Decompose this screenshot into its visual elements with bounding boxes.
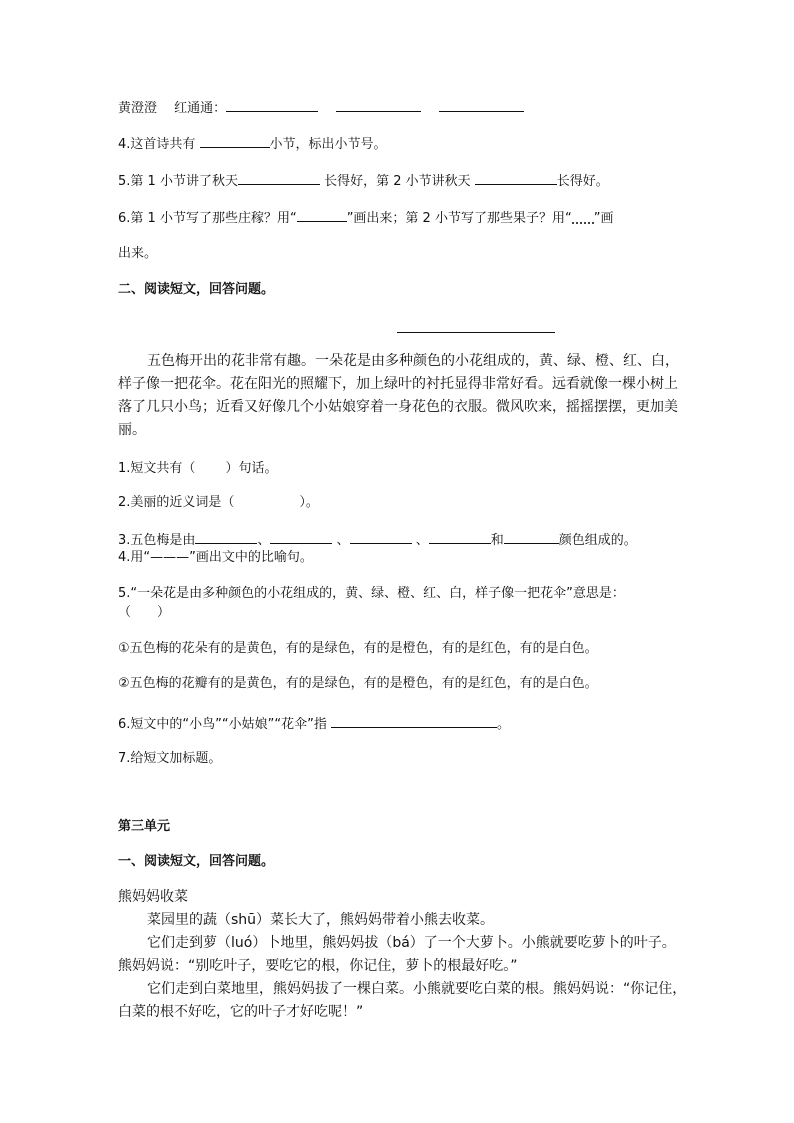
story-line: 菜园里的蔬（shū）菜长大了，熊妈妈带着小熊去收菜。 bbox=[147, 912, 495, 928]
blank[interactable] bbox=[331, 714, 497, 728]
section2-heading: 二、阅读短文，回答问题。 bbox=[118, 282, 275, 297]
s2-q6-end: 。 bbox=[496, 717, 510, 732]
blank[interactable] bbox=[226, 98, 318, 112]
and: 和 bbox=[490, 533, 504, 548]
story-line: 熊妈妈说：“别吃叶子，要吃它的根，你记住，萝卜的根最好吃。” bbox=[118, 958, 518, 974]
s2-q5: 5.“一朵花是由多种颜色的小花组成的，黄、绿、橙、红、白，样子像一把花伞”意思是： bbox=[118, 586, 625, 601]
q4-line bbox=[118, 134, 387, 154]
story-line: 白菜的根不好吃，它的叶子才好吃呢！” bbox=[118, 1004, 364, 1020]
unit-title: 第三单元 bbox=[118, 819, 171, 834]
blank[interactable] bbox=[350, 530, 412, 544]
s2-q7: 7.给短文加标题。 bbox=[118, 751, 222, 766]
s2-q5-paren: （ ） bbox=[118, 605, 171, 620]
underline-mark bbox=[297, 208, 347, 222]
q5-line bbox=[118, 171, 609, 191]
blank[interactable] bbox=[429, 530, 491, 544]
sep: 、 bbox=[411, 533, 429, 548]
q6-text: 6.第 1 小节写了那些庄稼？用“ bbox=[118, 211, 297, 226]
passage-line: 五色梅开出的花非常有趣。一朵花是由多种颜色的小花组成的，黄、绿、橙、红、白， bbox=[147, 353, 679, 369]
passage-line: 落了几只小鸟；近看又好像几个小姑娘穿着一身花色的衣服。微风吹来，摇摇摆摆，更加美 bbox=[118, 399, 678, 415]
blank[interactable] bbox=[238, 171, 320, 185]
s2-q3 bbox=[118, 530, 637, 550]
blank[interactable] bbox=[439, 98, 524, 112]
q6-line bbox=[118, 208, 613, 228]
story-title: 熊妈妈收菜 bbox=[118, 889, 188, 905]
blank[interactable] bbox=[504, 530, 559, 544]
q4-text: 4.这首诗共有 bbox=[118, 137, 200, 152]
blank[interactable] bbox=[270, 530, 332, 544]
s2-q4: 4.用“———”画出文中的比喻句。 bbox=[118, 550, 313, 565]
q6-text-mid: ”画出来；第 2 小节写了那些果子？用“ bbox=[346, 211, 572, 226]
title-blank[interactable] bbox=[397, 332, 555, 333]
sep: 、 bbox=[332, 533, 350, 548]
s2-q1: 1.短文共有（ ）句话。 bbox=[118, 461, 278, 476]
q3-line bbox=[118, 98, 524, 118]
unit3-heading: 一、阅读短文，回答问题。 bbox=[118, 854, 275, 869]
story-line: 它们走到萝（luó）卜地里，熊妈妈拔（bá）了一个大萝卜。小熊就要吃萝卜的叶子。 bbox=[147, 935, 676, 951]
q5-text: 5.第 1 小节讲了秋天 bbox=[118, 174, 238, 189]
q5-text-mid: 长得好，第 2 小节讲秋天 bbox=[319, 174, 475, 189]
blank[interactable] bbox=[475, 171, 557, 185]
passage-line: 样子像一把花伞。花在阳光的照耀下，加上绿叶的衬托显得非常好看。远看就像一棵小树上 bbox=[118, 376, 678, 392]
q6-text-end: ”画 bbox=[593, 211, 614, 226]
story-line: 它们走到白菜地里，熊妈妈拔了一棵白菜。小熊就要吃白菜的根。熊妈妈说：“你记住， bbox=[147, 981, 687, 997]
q5-text-end: 长得好。 bbox=[556, 174, 609, 189]
option-1: ①五色梅的花朵有的是黄色，有的是绿色，有的是橙色，有的是红色，有的是白色。 bbox=[118, 641, 598, 656]
option-2: ②五色梅的花瓣有的是黄色，有的是绿色，有的是橙色，有的是红色，有的是白色。 bbox=[118, 676, 598, 691]
passage bbox=[118, 350, 679, 442]
story bbox=[118, 886, 686, 1024]
blank[interactable] bbox=[195, 530, 257, 544]
blank[interactable] bbox=[200, 134, 270, 148]
blank[interactable] bbox=[336, 98, 421, 112]
passage-line: 丽。 bbox=[118, 422, 146, 438]
s2-q6 bbox=[118, 714, 510, 734]
sep: 、 bbox=[257, 533, 271, 548]
s2-q2: 2.美丽的近义词是（ ）。 bbox=[118, 495, 319, 510]
s2-q3-end: 颜色组成的。 bbox=[558, 533, 637, 548]
s2-q3-text: 3.五色梅是由 bbox=[118, 533, 196, 548]
wavy-line-icon bbox=[572, 212, 594, 224]
q4-text-end: 小节，标出小节号。 bbox=[269, 137, 387, 152]
q3-text: 黄澄澄 红通通： bbox=[118, 101, 227, 116]
s2-q6-text: 6.短文中的“小鸟”“小姑娘”“花伞”指 bbox=[118, 717, 331, 732]
q6-continued: 出来。 bbox=[118, 246, 158, 261]
